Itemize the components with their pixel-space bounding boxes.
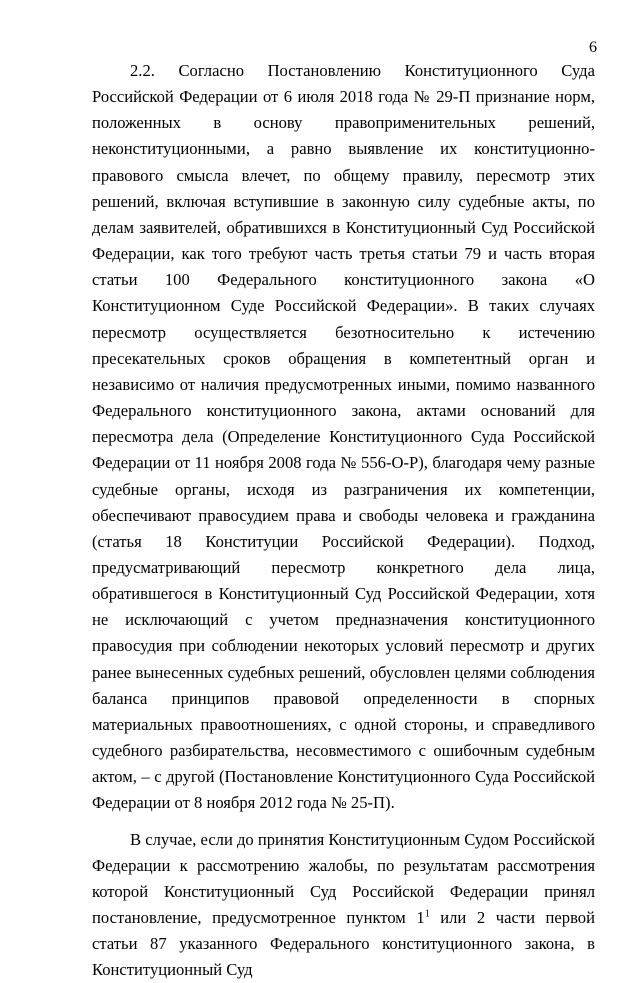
document-body [92, 58, 595, 983]
page-number: 6 [589, 39, 597, 56]
paragraph-text-before: В случае, если до принятия Конституционным Судом Российской Федерации к рассмотрению жалобы, по результатам рассмотрения которой Конституционный Суд Российской Федерации принял постановление, предусмотренное пунктом 1 [92, 829, 595, 927]
footnote-superscript: 1 [424, 908, 430, 920]
paragraph-text-after: или 2 части первой статьи 87 указанного Федерального конституционного закона, в Конституционный Суд [92, 908, 595, 980]
paragraph-section-2-2: 2.2. Согласно Постановлению Конституционного Суда Российской Федерации от 6 июля 2018 года № 29-П признание норм, положенных в основу правоприменительных решений, неконституционными, а равно выявление их конституционно-правового смысла влечет, по общему правилу, пересмотр этих решений, включая вступившие в законную силу судебные акты, по делам заявителей, обратившихся в Конституционный Суд Российской Федерации, как того требуют часть третья статьи 79 и часть вторая статьи 100 Федерального конституционного закона «О Конституционном Суде Российской Федерации». В таких случаях пересмотр осуществляется безотносительно к истечению пресекательных сроков обращения в компетентный орган и независимо от наличия предусмотренных иными, помимо названного Федерального конституционного закона, актами оснований для пересмотра дела (Определение Конституционного Суда Российской Федерации от 11 ноября 2008 года № 556-О-Р), благодаря чему разные судебные органы, исходя из разграничения их компетенции, обеспечивают правосудием права и свободы человека и гражданина (статья 18 Конституции Российской Федерации). Подход, предусматривающий пересмотр конкретного дела лица, обратившегося в Конституционный Суд Российской Федерации, хотя не исключающий с учетом предназначения конституционного правосудия при соблюдении некоторых условий пересмотр и других ранее вынесенных судебных решений, обусловлен целями соблюдения баланса принципов правовой определенности в спорных материальных правоотношениях, с одной стороны, и справедливого судебного разбирательства, несовместимого с ошибочным судебным актом, – с другой (Постановление Конституционного Суда Российской Федерации от 8 ноября 2012 года № 25-П). [92, 61, 595, 813]
